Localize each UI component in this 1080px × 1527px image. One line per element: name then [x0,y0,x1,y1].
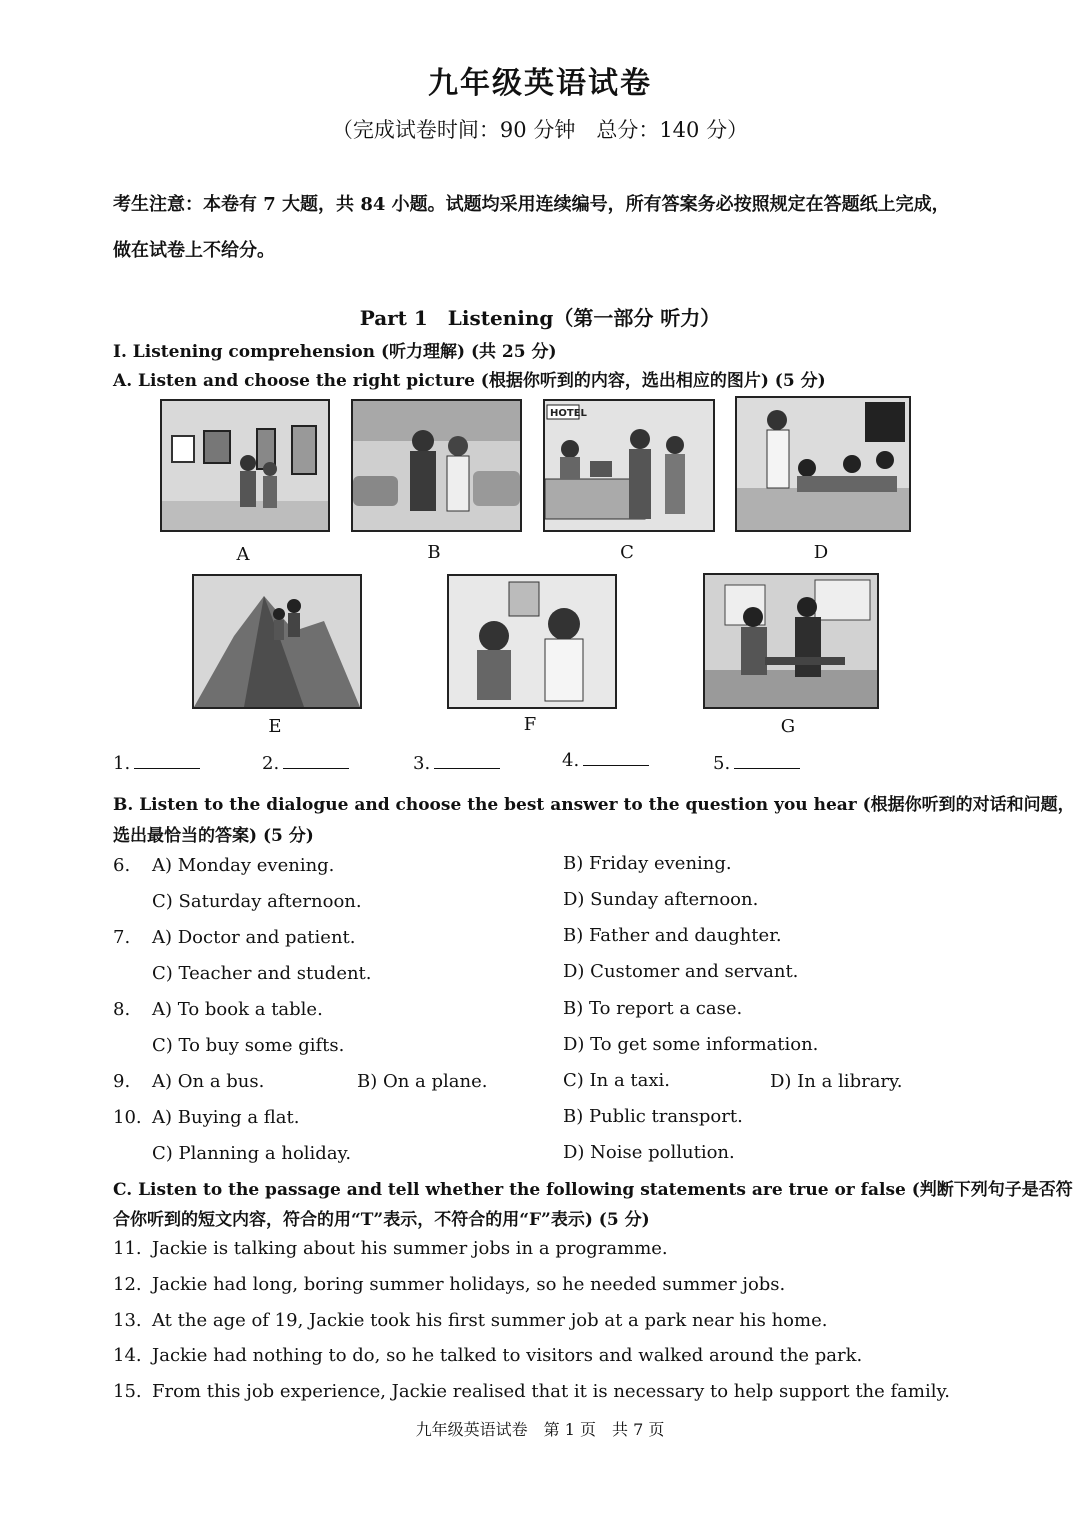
section-B-title-line-2: 选出最恰当的答案) (5 分) [113,826,314,846]
part1-title: Part 1 Listening（第一部分 听力） [359,306,721,330]
picture-label-F: F [523,714,537,735]
picture-label-C: C [620,542,634,563]
question-number: 6. [113,855,131,876]
answer-blank-5[interactable] [713,752,800,774]
statement-number: 11. [113,1238,142,1259]
option-9D[interactable]: D) In a library. [770,1071,903,1092]
blank-number: 3. [413,753,431,774]
picture-label-G: G [780,716,796,737]
answer-blank-1[interactable] [113,752,200,774]
police-officer-street-picture [351,399,522,532]
option-8C[interactable]: C) To buy some gifts. [152,1035,345,1056]
statement-13: At the age of 19, Jackie took his first summer job at a park near his home. [152,1310,828,1331]
picture-label-B: B [427,542,441,563]
option-7A[interactable]: A) Doctor and patient. [152,927,356,948]
option-6D[interactable]: D) Sunday afternoon. [563,889,759,910]
statement-14: Jackie had nothing to do, so he talked to visitors and walked around the park. [152,1345,863,1366]
mountain-climbing-picture [192,574,362,709]
notice-line-2: 做在试卷上不给分。 [113,240,275,261]
picture-label-D: D [813,542,829,563]
question-number: 9. [113,1071,131,1092]
statement-number: 14. [113,1345,142,1366]
statement-12: Jackie had long, boring summer holidays, so he needed summer jobs. [152,1274,786,1295]
option-7C[interactable]: C) Teacher and student. [152,963,372,984]
statement-15: From this job experience, Jackie realised that it is necessary to help support the family. [152,1381,950,1402]
option-9C[interactable]: C) In a taxi. [563,1070,670,1091]
hotel-reception-picture [543,399,715,532]
exam-subtitle: （完成试卷时间：90 分钟 总分：140 分） [331,118,749,142]
option-10A[interactable]: A) Buying a flat. [152,1107,300,1128]
question-number: 8. [113,999,131,1020]
option-6B[interactable]: B) Friday evening. [563,853,732,874]
art-gallery-picture [160,399,330,532]
answer-blank-4[interactable] [562,749,649,771]
section-C-title-line-2: 合你听到的短文内容，符合的用“T”表示，不符合的用“F”表示) (5 分) [113,1210,650,1230]
notice-line-1: 考生注意：本卷有 7 大题，共 84 小题。试题均采用连续编号，所有答案务必按照规定在答题纸上完成， [113,194,950,215]
restaurant-waiter-picture [703,573,879,709]
option-7B[interactable]: B) Father and daughter. [563,925,782,946]
dentist-office-picture [447,574,617,709]
option-6A[interactable]: A) Monday evening. [152,855,335,876]
option-8B[interactable]: B) To report a case. [563,998,743,1019]
exam-title: 九年级英语试卷 [428,66,652,101]
picture-label-A: A [236,544,250,565]
section-B-title-line-1: B. Listen to the dialogue and choose the best answer to the question you hear (根据你听到的对话和问题， [113,795,1075,815]
option-10B[interactable]: B) Public transport. [563,1106,743,1127]
section-I-title: I. Listening comprehension (听力理解) (共 25 分) [113,342,557,362]
option-8A[interactable]: A) To book a table. [152,999,323,1020]
option-9B[interactable]: B) On a plane. [357,1071,488,1092]
svg-text:HOTEL: HOTEL [550,408,587,419]
option-8D[interactable]: D) To get some information. [563,1034,819,1055]
blank-number: 4. [562,750,580,771]
blank-number: 2. [262,753,280,774]
page-footer: 九年级英语试卷 第 1 页 共 7 页 [415,1420,665,1439]
picture-label-E: E [268,716,282,737]
option-10D[interactable]: D) Noise pollution. [563,1142,735,1163]
option-10C[interactable]: C) Planning a holiday. [152,1143,352,1164]
answer-blank-3[interactable] [413,752,500,774]
statement-11: Jackie is talking about his summer jobs in a programme. [152,1238,668,1259]
question-number: 7. [113,927,131,948]
statement-number: 12. [113,1274,142,1295]
option-7D[interactable]: D) Customer and servant. [563,961,799,982]
option-9A[interactable]: A) On a bus. [152,1071,265,1092]
section-C-title-line-1: C. Listen to the passage and tell whether the following statements are true or false (判断下列句子是否符 [113,1180,1073,1200]
statement-number: 13. [113,1310,142,1331]
blank-number: 5. [713,753,731,774]
science-lab-picture [735,396,911,532]
blank-number: 1. [113,753,131,774]
option-6C[interactable]: C) Saturday afternoon. [152,891,362,912]
section-A-title: A. Listen and choose the right picture (根据你听到的内容，选出相应的图片) (5 分) [113,371,826,391]
statement-number: 15. [113,1381,142,1402]
question-number: 10. [113,1107,142,1128]
answer-blank-2[interactable] [262,752,349,774]
